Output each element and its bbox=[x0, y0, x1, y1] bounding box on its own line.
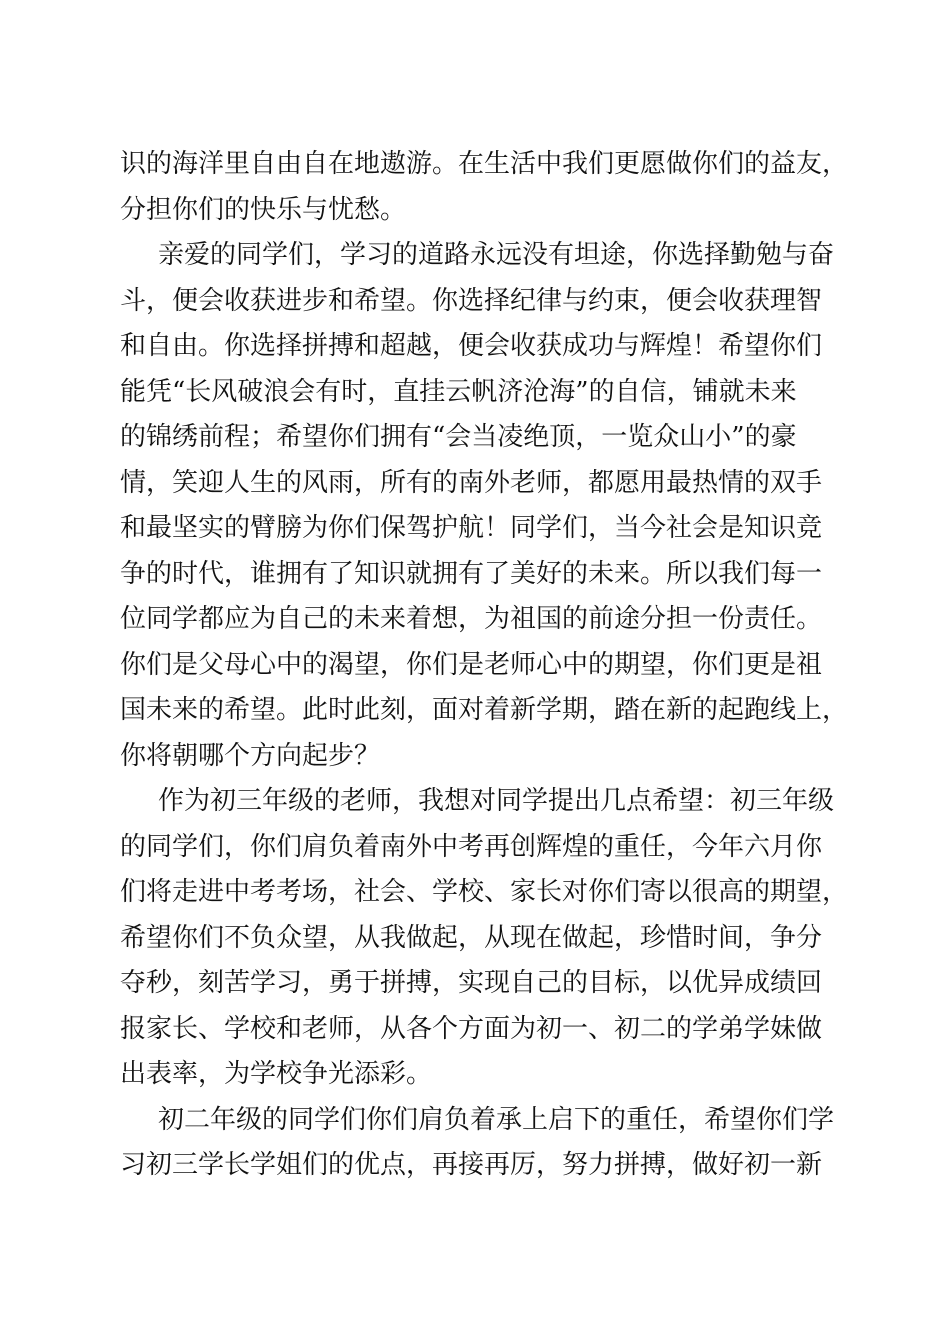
text-line: 能凭“长风破浪会有时，直挂云帆济沧海”的自信，铺就未来 bbox=[120, 376, 797, 407]
text-line: 识的海洋里自由自在地遨游。在生活中我们更愿做你们的益友， bbox=[120, 149, 849, 179]
text-line: 的锦绣前程；希望你们拥有“会当凌绝顶，一览众山小”的豪 bbox=[120, 422, 797, 452]
document-body bbox=[120, 142, 849, 1189]
paragraph-first-line: 亲爱的同学们，学习的道路永远没有坦途，你选择勤勉与奋 bbox=[158, 240, 835, 270]
text-line: 和最坚实的臂膀为你们保驾护航！同学们，当今社会是知识竞 bbox=[120, 513, 823, 543]
text-line: 们将走进中考考场，社会、学校、家长对你们寄以很高的期望， bbox=[120, 877, 849, 907]
text-line: 和自由。你选择拼搏和超越，便会收获成功与辉煌！希望你们 bbox=[120, 331, 823, 361]
text-line: 争的时代，谁拥有了知识就拥有了美好的未来。所以我们每一 bbox=[120, 558, 823, 589]
text-line: 的同学们，你们肩负着南外中考再创辉煌的重任，今年六月你 bbox=[120, 831, 823, 862]
text-line: 情，笑迎人生的风雨，所有的南外老师，都愿用最热情的双手 bbox=[120, 467, 823, 498]
text-line: 你将朝哪个方向起步？ bbox=[120, 740, 381, 771]
text-line: 斗，便会收获进步和希望。你选择纪律与约束，便会收获理智 bbox=[120, 285, 823, 316]
text-line: 国未来的希望。此时此刻，面对着新学期，踏在新的起跑线上， bbox=[120, 695, 849, 725]
text-line: 出表率，为学校争光添彩。 bbox=[120, 1059, 433, 1089]
text-line: 你们是父母心中的渴望，你们是老师心中的期望，你们更是祖 bbox=[120, 649, 823, 680]
text-line: 夺秒，刻苦学习，勇于拼搏，实现自己的目标，以优异成绩回 bbox=[120, 968, 823, 998]
paragraph-first-line: 作为初三年级的老师，我想对同学提出几点希望：初三年级 bbox=[158, 786, 835, 816]
text-line: 希望你们不负众望，从我做起，从现在做起，珍惜时间，争分 bbox=[120, 922, 823, 953]
text-line: 分担你们的快乐与忧愁。 bbox=[120, 194, 407, 225]
text-line: 报家长、学校和老师，从各个方面为初一、初二的学弟学妹做 bbox=[120, 1013, 823, 1044]
paragraph-first-line: 初二年级的同学们你们肩负着承上启下的重任，希望你们学 bbox=[158, 1104, 835, 1135]
text-line: 习初三学长学姐们的优点，再接再厉，努力拼搏，做好初一新 bbox=[120, 1150, 823, 1180]
text-line: 位同学都应为自己的未来着想，为祖国的前途分担一份责任。 bbox=[120, 604, 823, 634]
